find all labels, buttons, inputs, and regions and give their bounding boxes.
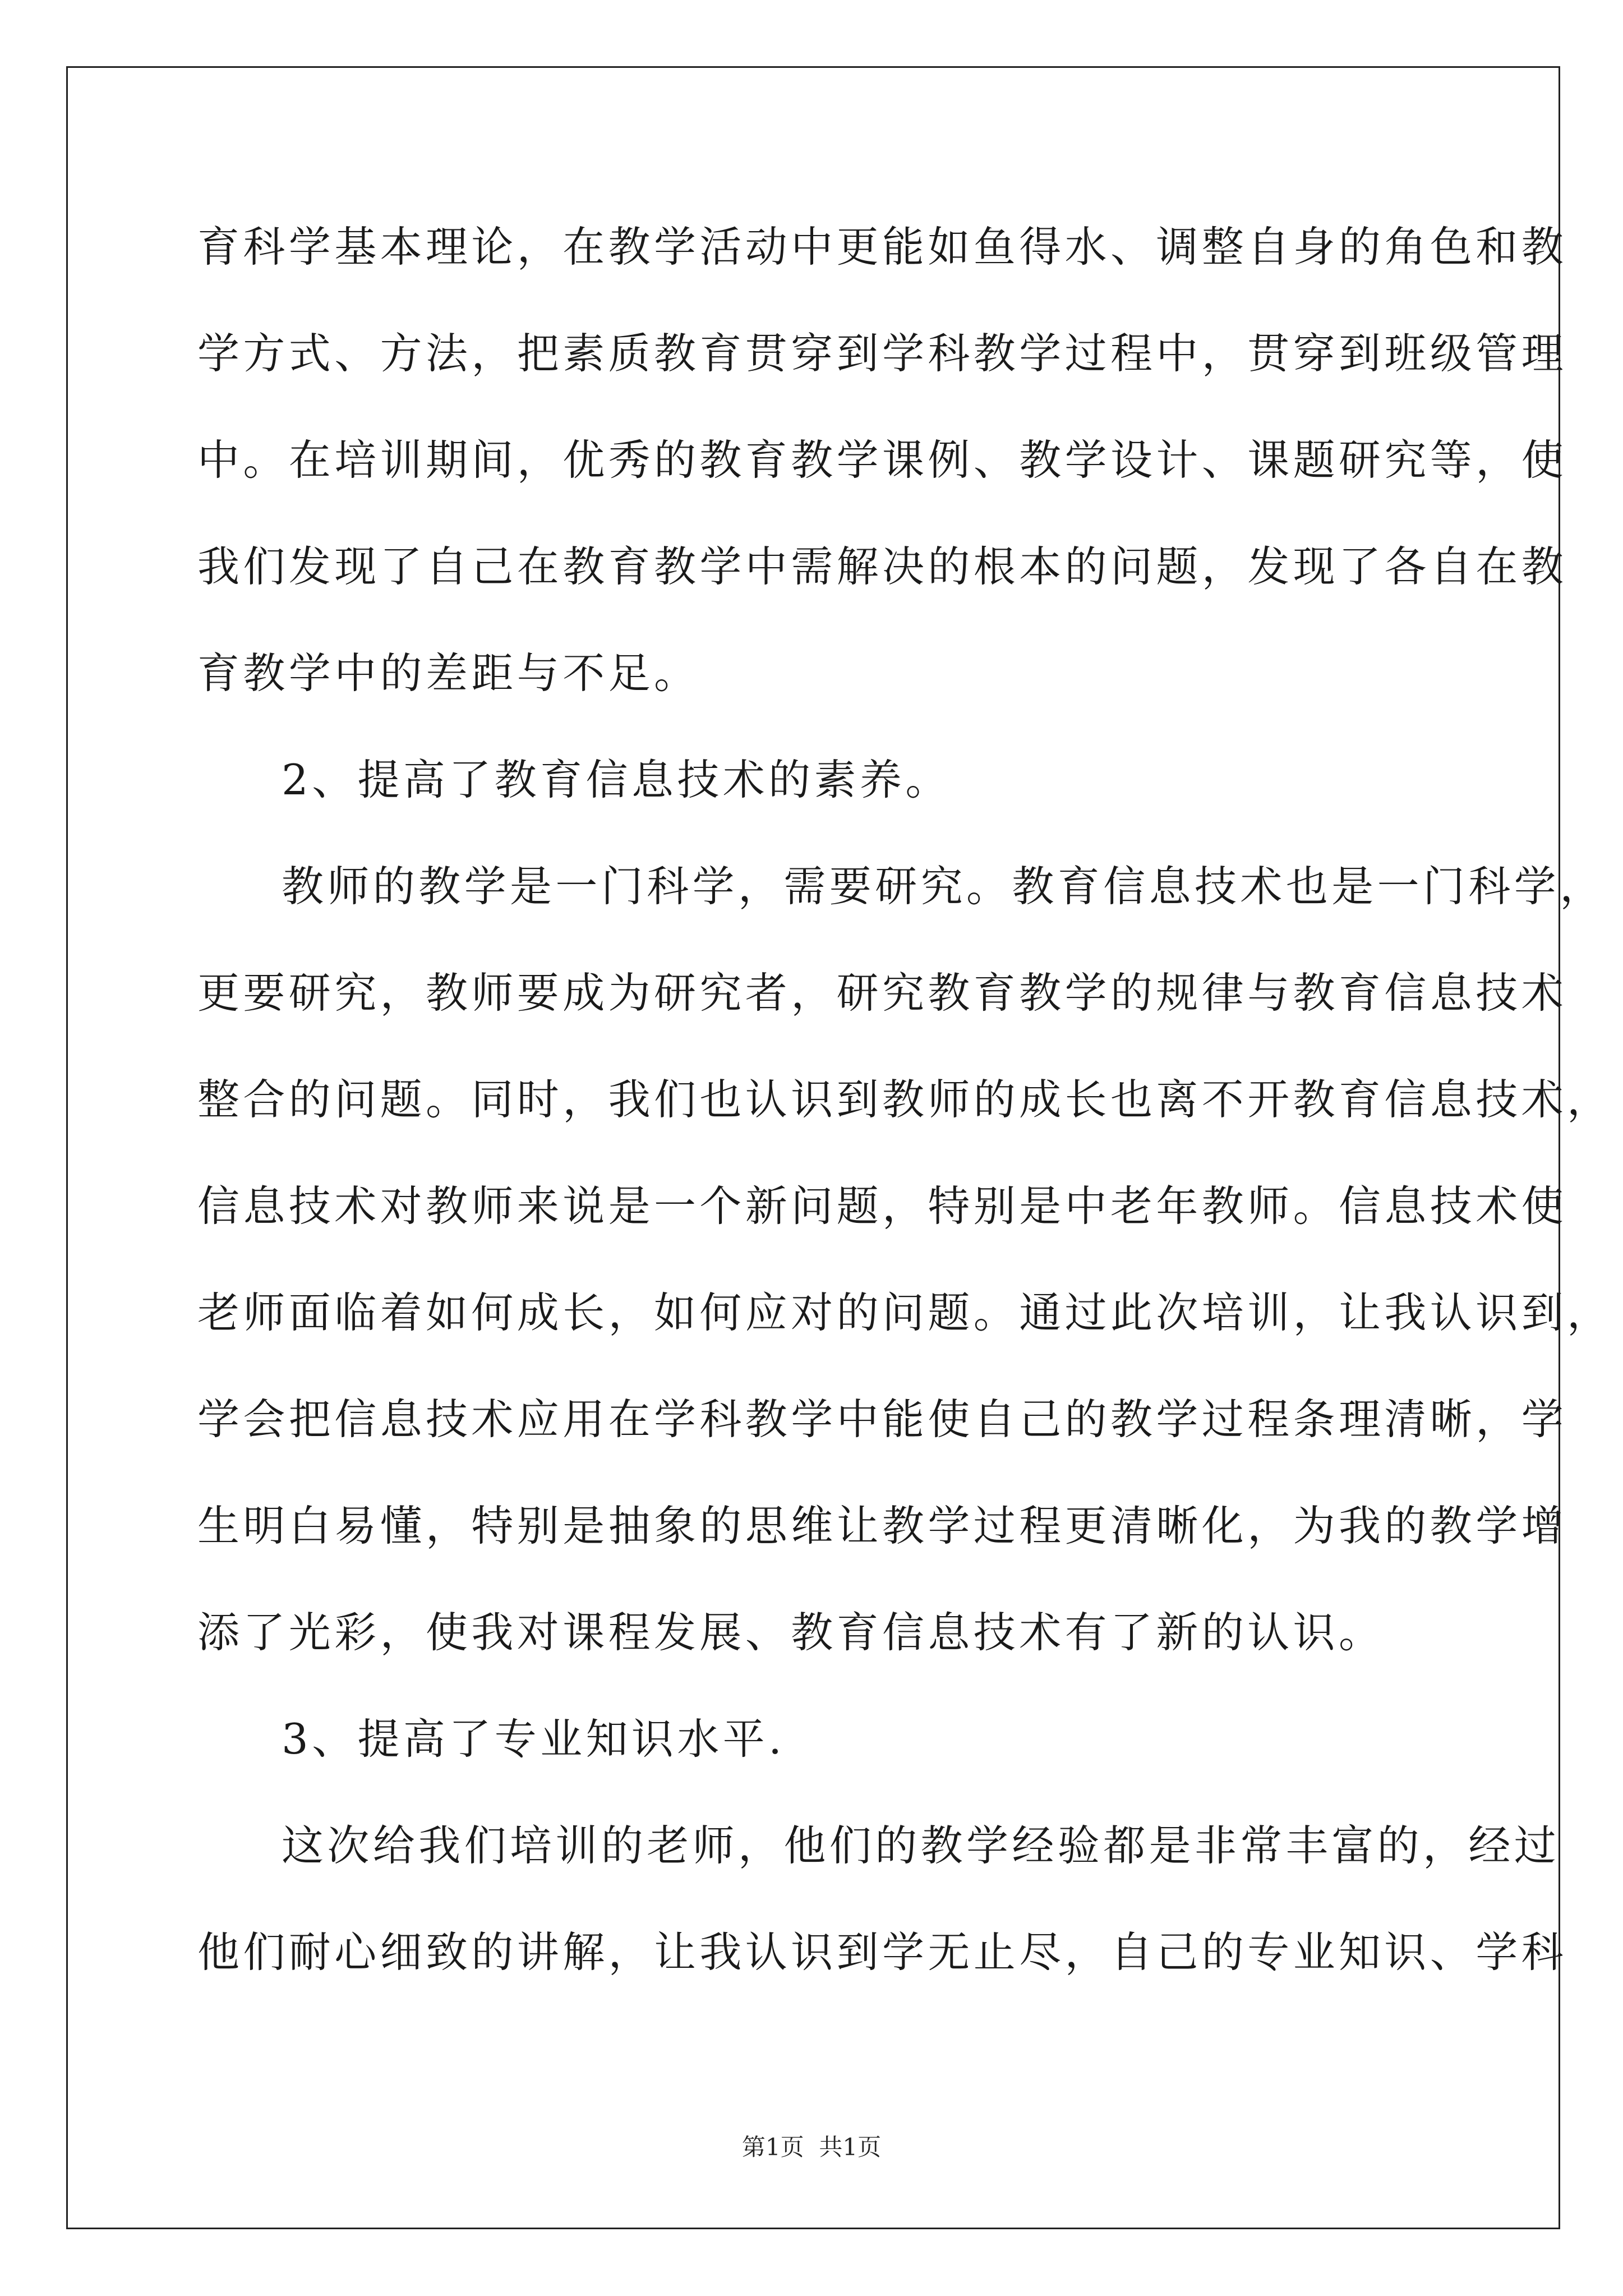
text-line: 信息技术对教师来说是一个新问题，特别是中老年教师。信息技术使	[197, 1181, 1567, 1231]
page-number: 第1页 共1页	[741, 2133, 882, 2161]
text-line: 中。在培训期间，优秀的教育教学课例、教学设计、课题研究等，使	[197, 435, 1567, 485]
text-line: 整合的问题。同时，我们也认识到教师的成长也离不开教育信息技术，	[197, 1075, 1613, 1124]
text-line: 更要研究，教师要成为研究者，研究教育教学的规律与教育信息技术	[197, 968, 1567, 1018]
text-line: 他们耐心细致的讲解，让我认识到学无止尽，自己的专业知识、学科	[197, 1927, 1567, 1977]
text-line: 我们发现了自己在教育教学中需解决的根本的问题，发现了各自在教	[197, 542, 1567, 591]
text-line: 生明白易懂，特别是抽象的思维让教学过程更清晰化，为我的教学增	[197, 1501, 1567, 1550]
section-heading: 2、提高了教育信息技术的素养。	[282, 755, 951, 804]
text-line: 添了光彩，使我对课程发展、教育信息技术有了新的认识。	[197, 1608, 1385, 1657]
text-line: 老师面临着如何成长，如何应对的问题。通过此次培训，让我认识到，	[197, 1288, 1613, 1337]
section-heading: 3、提高了专业知识水平.	[282, 1714, 786, 1764]
text-line: 学会把信息技术应用在学科教学中能使自己的教学过程条理清晰，学	[197, 1395, 1567, 1444]
text-line: 这次给我们培训的老师，他们的教学经验都是非常丰富的，经过	[282, 1821, 1560, 1870]
text-line: 育科学基本理论，在教学活动中更能如鱼得水、调整自身的角色和教	[197, 222, 1567, 272]
text-line: 教师的教学是一门科学，需要研究。教育信息技术也是一门科学，	[282, 862, 1606, 911]
text-line: 育教学中的差距与不足。	[197, 648, 700, 698]
page-border	[66, 66, 1560, 2229]
text-line: 学方式、方法，把素质教育贯穿到学科教学过程中，贯穿到班级管理	[197, 329, 1567, 378]
